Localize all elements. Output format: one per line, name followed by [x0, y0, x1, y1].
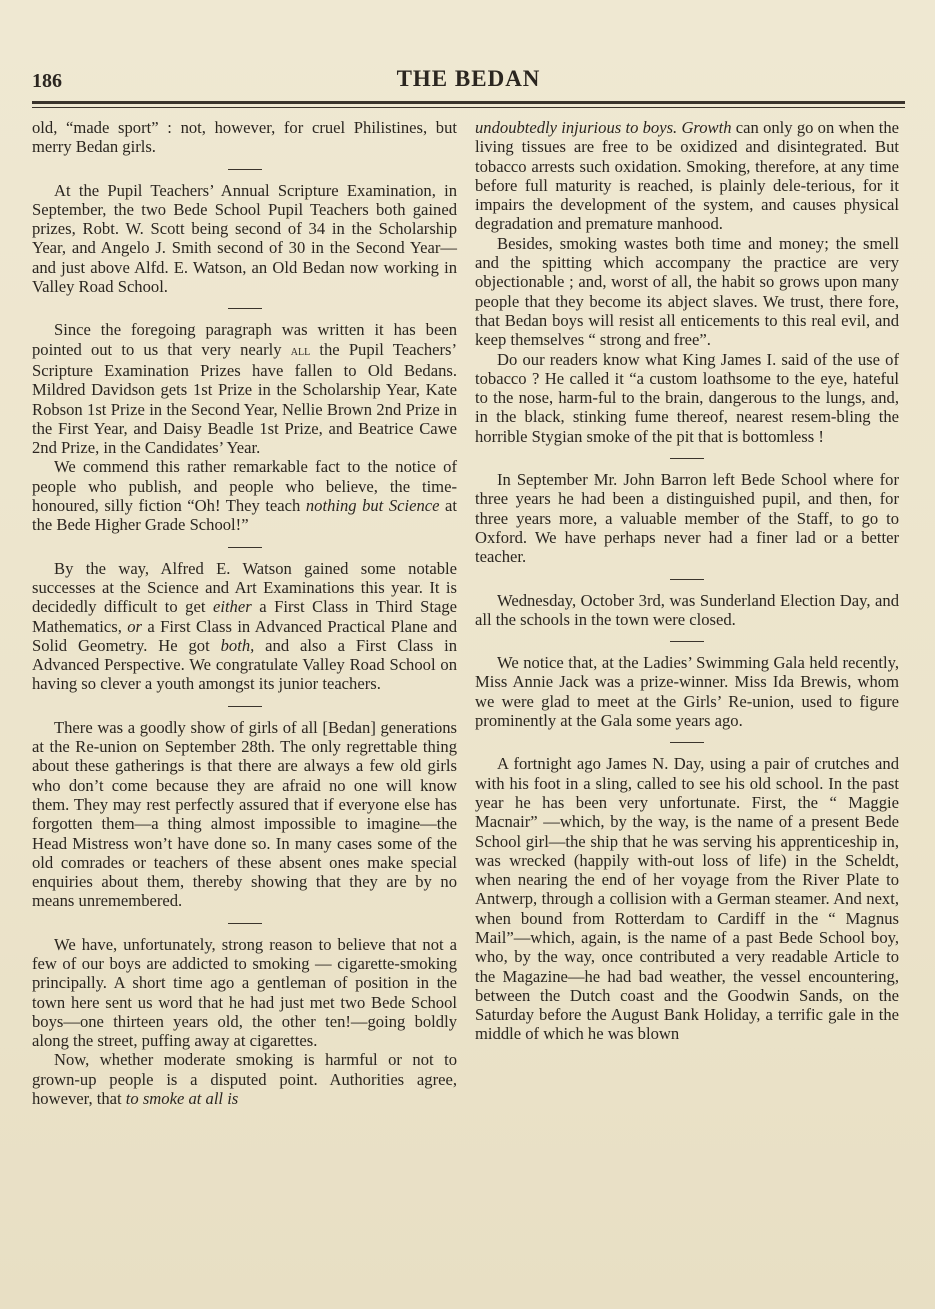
section-divider [670, 641, 704, 642]
section-divider [228, 308, 262, 309]
paragraph: Do our readers know what King James I. said of the use of tobacco ? He called it “a custom loathsome to the eye, hateful to the nose, harm-ful to the brain, dangerous to the lungs, and, in the black, stinking fume thereof, nearest resem-bling the horrible Stygian smoke of the pit that is bottomless ! [475, 349, 899, 446]
section-divider [670, 458, 704, 459]
paragraph: We notice that, at the Ladies’ Swimming Gala held recently, Miss Annie Jack was a prize-winner. Miss Ida Brewis, whom we were glad to meet at the Girls’ Re-union, used to figure prominently at the Gala some years ago. [475, 653, 899, 731]
right-column [475, 118, 899, 1044]
page-number: 186 [32, 70, 62, 92]
paragraph: There was a goodly show of girls of all [Bedan] generations at the Re-union on September 28th. The only regrettable thing about these gatherings is that there are always a few old girls who don’t come because they are afraid no one will know them. They may rest perfectly assured that if everyone else has forgotten them—a thing almost impossible to imagine—the Head Mistress won’t have done so. In many cases some of the old comrades or teachers of these absent ones make special enquiries about them, thereby showing that they are by no means unremembered. [32, 717, 457, 911]
section-divider [228, 923, 262, 924]
section-divider [228, 706, 262, 707]
paragraph: Now, whether moderate smoking is harmful or not to grown-up people is a disputed point. Authorities agree, however, that to smoke at all is [32, 1050, 457, 1109]
paragraph: Since the foregoing paragraph was written it has been pointed out to us that very nearly all the Pupil Teachers’ Scripture Examination Prizes have fallen to Old Bedans. Mildred Davidson gets 1st Prize in the Scholarship Year, Kate Robson 1st Prize in the Second Year, Nellie Brown 2nd Prize in the First Year, and Daisy Beadle 1st Prize, and Beatrice Cawe 2nd Prize, in the Candidates’ Year. [32, 320, 457, 458]
left-column [32, 118, 457, 1108]
header-rule-thin [32, 107, 905, 108]
paragraph: A fortnight ago James N. Day, using a pair of crutches and with his foot in a sling, called to see his old school. In the past year he has been very unfortunate. First, the “ Maggie Macnair” —which, by the way, is the name of a present Bede School girl—the ship that he was serving his apprenticeship in, was wrecked (happily with-out loss of life) in the Scheldt, when nearing the end of her voyage from the River Plate to Antwerp, through a collision with a German steamer. And next, when bound from Rotterdam to Cardiff in the “ Magnus Mail”—which, again, is the name of a past Bede School boy, who, by the way, once contributed a very readable Article to the Magazine—he had bad weather, the vessel encountering, between the Dutch coast and the Goodwin Sands, on the Saturday before the August Bank Holiday, a terrific gale in the middle of which he was blown [475, 754, 899, 1044]
paragraph: By the way, Alfred E. Watson gained some notable successes at the Science and Art Examinations this year. It is decidedly difficult to get either a First Class in Third Stage Mathematics, or a First Class in Advanced Practical Plane and Solid Geometry. He got both, and also a First Class in Advanced Perspective. We congratulate Valley Road School on having so clever a youth amongst its junior teachers. [32, 558, 457, 694]
header-rule-thick [32, 101, 905, 104]
section-divider [670, 742, 704, 743]
page-header [32, 60, 905, 100]
section-divider [228, 169, 262, 170]
paragraph: In September Mr. John Barron left Bede School where for three years he had been a distinguished pupil, and then, for three years more, a valuable member of the Staff, to go to Oxford. We have perhaps never had a finer lad or a better teacher. [475, 470, 899, 567]
paragraph: We have, unfortunately, strong reason to believe that not a few of our boys are addicted to smoking — cigarette-smoking principally. A short time ago a gentleman of position in the town here sent us word that he had just met two Bede School boys—one thirteen years old, the other ten!—going boldly along the street, puffing away at cigarettes. [32, 934, 457, 1051]
section-divider [228, 547, 262, 548]
paragraph: Wednesday, October 3rd, was Sunderland Election Day, and all the schools in the town were closed. [475, 590, 899, 629]
paragraph: We commend this rather remarkable fact to the notice of people who publish, and people who believe, the time-honoured, silly fiction “Oh! They teach nothing but Science at the Bede Higher Grade School!” [32, 457, 458, 535]
paragraph: At the Pupil Teachers’ Annual Scripture Examination, in September, the two Bede School Pupil Teachers both gained prizes, Robt. W. Scott being second of 34 in the Scholarship Year, and Angelo J. Smith second of 30 in the Second Year—and just above Alfd. E. Watson, an Old Bedan now working in Valley Road School. [32, 180, 457, 297]
section-divider [670, 579, 704, 580]
paragraph: undoubtedly injurious to boys. Growth can only go on when the living tissues are free to be oxidized and disintegrated. But tobacco arrests such oxidation. Smoking, therefore, at any time before full maturity is reached, is plainly dele-terious, for it impairs the development of the system, and causes physical degradation and premature manhood. [475, 118, 899, 234]
paragraph: old, “made sport” : not, however, for cruel Philistines, but merry Bedan girls. [32, 118, 457, 157]
running-title: THE BEDAN [396, 66, 541, 91]
paragraph: Besides, smoking wastes both time and money; the smell and the spitting which accompany the practice are very objectionable ; and, worst of all, the habit so grows upon many people that they become its abject slaves. We trust, there fore, that Bedan boys will resist all enticements to this real evil, and keep themselves “ strong and free”. [475, 233, 899, 350]
